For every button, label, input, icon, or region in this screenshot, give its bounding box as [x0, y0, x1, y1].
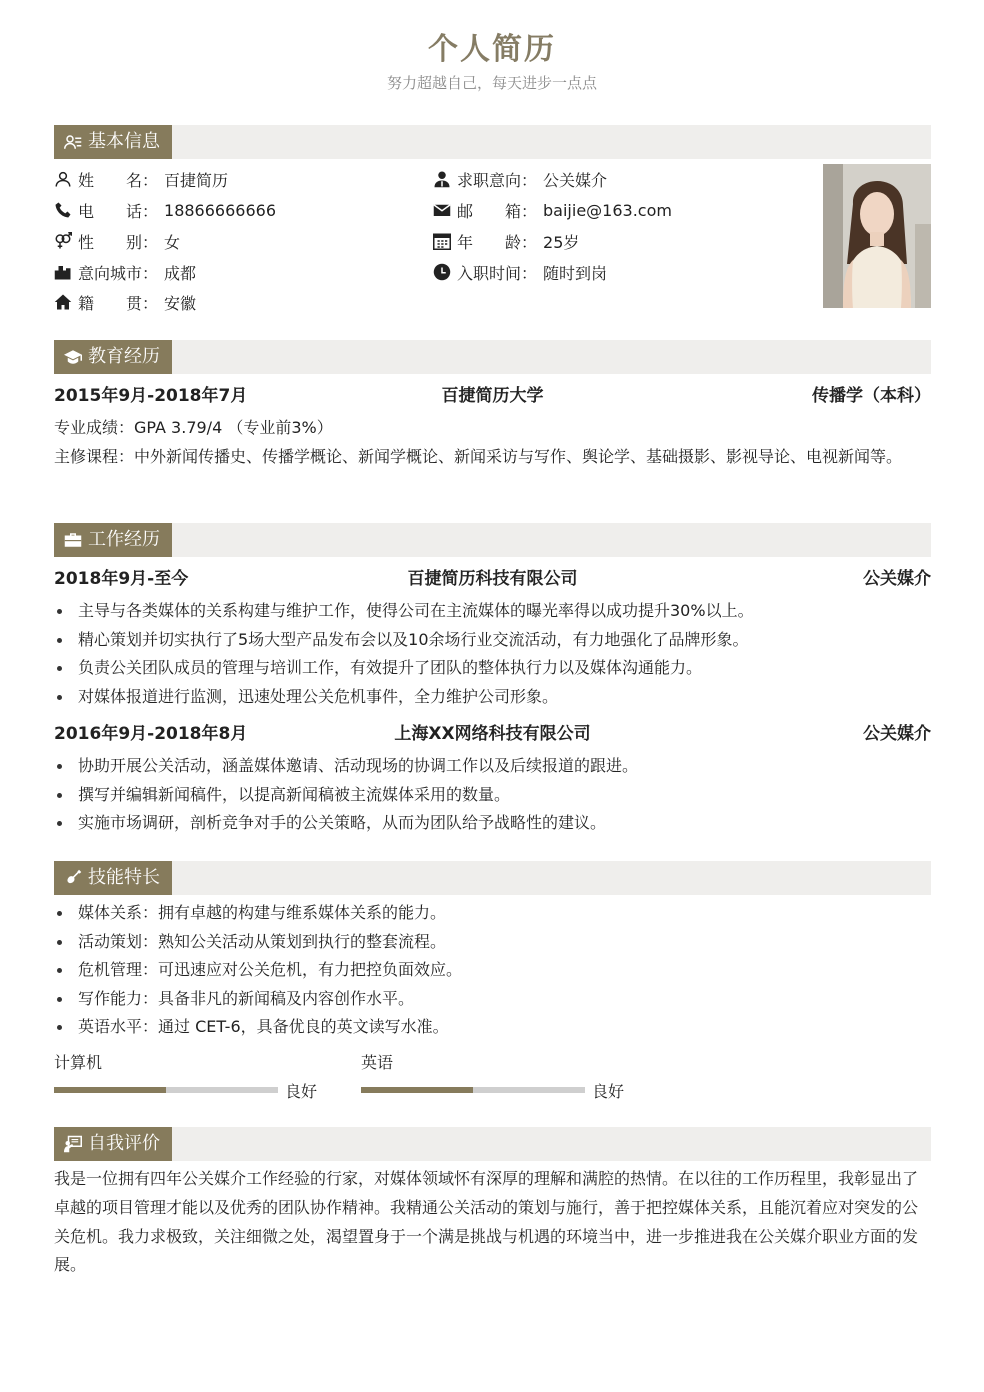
work-row-1	[54, 564, 931, 590]
list-item: 媒体关系：拥有卓越的构建与维系媒体关系的能力。	[54, 899, 931, 928]
info-value: 成都	[164, 263, 197, 283]
info-gender: 性别 ： 女	[54, 229, 180, 253]
work-period: 2016年9月-2018年8月	[54, 724, 248, 744]
skill-name: 英语	[361, 1053, 394, 1072]
section-title: 工作经历	[88, 529, 160, 550]
info-label: 性别	[78, 232, 142, 252]
mail-icon	[433, 201, 451, 219]
person-icon	[54, 170, 72, 188]
clock-icon	[433, 263, 451, 281]
education-row	[54, 381, 931, 407]
section-title: 技能特长	[88, 867, 160, 888]
info-label: 电话	[78, 201, 142, 221]
section-education	[54, 340, 931, 374]
list-item: 危机管理：可迅速应对公关危机，有力把控负面效应。	[54, 956, 931, 985]
city-icon	[54, 263, 72, 281]
section-basic-info	[54, 125, 931, 159]
info-phone: 电话 ： 18866666666	[54, 198, 276, 222]
section-tag	[54, 1127, 172, 1161]
skill-bar-fill	[54, 1087, 166, 1093]
info-value: 安徽	[164, 293, 197, 313]
page-title: 个人简历	[428, 32, 556, 67]
info-label: 入职时间	[457, 263, 522, 283]
briefcase-icon	[64, 531, 82, 549]
list-item: 撰写并编辑新闻稿件，以提高新闻稿被主流媒体采用的数量。	[54, 781, 931, 810]
user-card-icon	[64, 133, 82, 151]
work-company: 上海XX网络科技有限公司	[394, 724, 591, 744]
section-skills	[54, 861, 931, 895]
education-courses: 主修课程：中外新闻传播史、传播学概论、新闻学概论、新闻采访与写作、舆论学、基础摄影、影视导论、电视新闻等。	[54, 447, 903, 466]
work-period: 2018年9月-至今	[54, 569, 189, 589]
list-item: 对媒体报道进行监测，迅速处理公关危机事件，全力维护公司形象。	[54, 683, 931, 712]
info-start: 入职时间 ： 随时到岗	[433, 260, 607, 284]
list-item: 英语水平：通过 CET-6，具备优良的英文读写水准。	[54, 1013, 931, 1042]
info-origin: 籍贯 ： 安徽	[54, 290, 196, 314]
avatar	[823, 164, 931, 308]
education-major: 传播学（本科）	[812, 386, 931, 406]
section-title: 基本信息	[88, 131, 160, 152]
self-evaluation-text: 我是一位拥有四年公关媒介工作经验的行家，对媒体领域怀有深厚的理解和满腔的热情。在以往的工作历程里，我彰显出了卓越的项目管理才能以及优秀的团队协作精神。我精通公关活动的策划与施行，善于把控媒体关系，且能沉着应对突发的公关危机。我力求极致，关注细微之处，渴望置身于一个满是挑战与机遇的环境当中，进一步推进我在公关媒介职业方面的发展。	[54, 1169, 919, 1275]
home-icon	[54, 293, 72, 311]
phone-icon	[54, 201, 72, 219]
section-title: 自我评价	[88, 1133, 160, 1154]
section-tag	[54, 523, 172, 557]
section-tag	[54, 125, 172, 159]
calendar-icon	[433, 232, 451, 250]
presentation-icon	[64, 1135, 82, 1153]
list-item: 活动策划：熟知公关活动从策划到执行的整套流程。	[54, 928, 931, 957]
info-label: 年龄	[457, 232, 521, 252]
work-1-list	[54, 597, 931, 711]
education-period: 2015年9月-2018年7月	[54, 386, 248, 406]
skills-list	[54, 899, 931, 1042]
info-label: 求职意向	[457, 170, 522, 190]
section-self-eval	[54, 1127, 931, 1161]
work-row-2	[54, 719, 931, 745]
info-value: 公关媒介	[543, 170, 608, 190]
skill-name: 计算机	[54, 1053, 103, 1072]
skill-level: 良好	[592, 1082, 625, 1101]
skill-bar	[54, 1087, 278, 1093]
info-label: 姓名	[78, 170, 142, 190]
job-seeker-icon	[433, 170, 451, 188]
info-label: 意向城市	[78, 263, 143, 283]
skill-level: 良好	[285, 1082, 318, 1101]
section-title: 教育经历	[88, 346, 160, 367]
education-school: 百捷简历大学	[441, 386, 544, 406]
work-role: 公关媒介	[863, 724, 931, 744]
info-label: 邮箱	[457, 201, 521, 221]
portrait-image	[823, 164, 931, 308]
list-item: 写作能力：具备非凡的新闻稿及内容创作水平。	[54, 985, 931, 1014]
info-value: 百捷简历	[164, 170, 229, 190]
info-value: 女	[164, 232, 181, 252]
info-email: 邮箱 ： baijie@163.com	[433, 198, 672, 222]
work-2-list	[54, 752, 931, 838]
graduation-cap-icon	[64, 348, 82, 366]
gender-icon	[54, 232, 72, 250]
education-gpa: 专业成绩：GPA 3.79/4 （专业前3%）	[54, 418, 333, 437]
info-label: 籍贯	[78, 293, 142, 313]
info-value: baijie@163.com	[543, 200, 672, 220]
info-value: 18866666666	[164, 200, 276, 220]
info-value: 随时到岗	[543, 263, 608, 283]
info-city: 意向城市 ： 成都	[54, 260, 196, 284]
work-role: 公关媒介	[863, 569, 931, 589]
skill-bar-fill	[361, 1087, 473, 1093]
info-age: 年龄 ： 25岁	[433, 229, 579, 253]
info-job: 求职意向 ： 公关媒介	[433, 167, 607, 191]
page-subtitle: 努力超越自己，每天进步一点点	[386, 74, 597, 92]
list-item: 协助开展公关活动，涵盖媒体邀请、活动现场的协调工作以及后续报道的跟进。	[54, 752, 931, 781]
work-company: 百捷简历科技有限公司	[407, 569, 578, 589]
guitar-icon	[64, 869, 82, 887]
list-item: 实施市场调研，剖析竞争对手的公关策略，从而为团队给予战略性的建议。	[54, 809, 931, 838]
section-work	[54, 523, 931, 557]
list-item: 负责公关团队成员的管理与培训工作，有效提升了团队的整体执行力以及媒体沟通能力。	[54, 654, 931, 683]
info-value: 25岁	[543, 232, 580, 252]
info-name: 姓名 ： 百捷简历	[54, 167, 228, 191]
list-item: 主导与各类媒体的关系构建与维护工作，使得公司在主流媒体的曝光率得以成功提升30%以上。	[54, 597, 931, 626]
section-tag	[54, 861, 172, 895]
skill-bar	[361, 1087, 585, 1093]
section-tag	[54, 340, 172, 374]
list-item: 精心策划并切实执行了5场大型产品发布会以及10余场行业交流活动，有力地强化了品牌形象。	[54, 626, 931, 655]
